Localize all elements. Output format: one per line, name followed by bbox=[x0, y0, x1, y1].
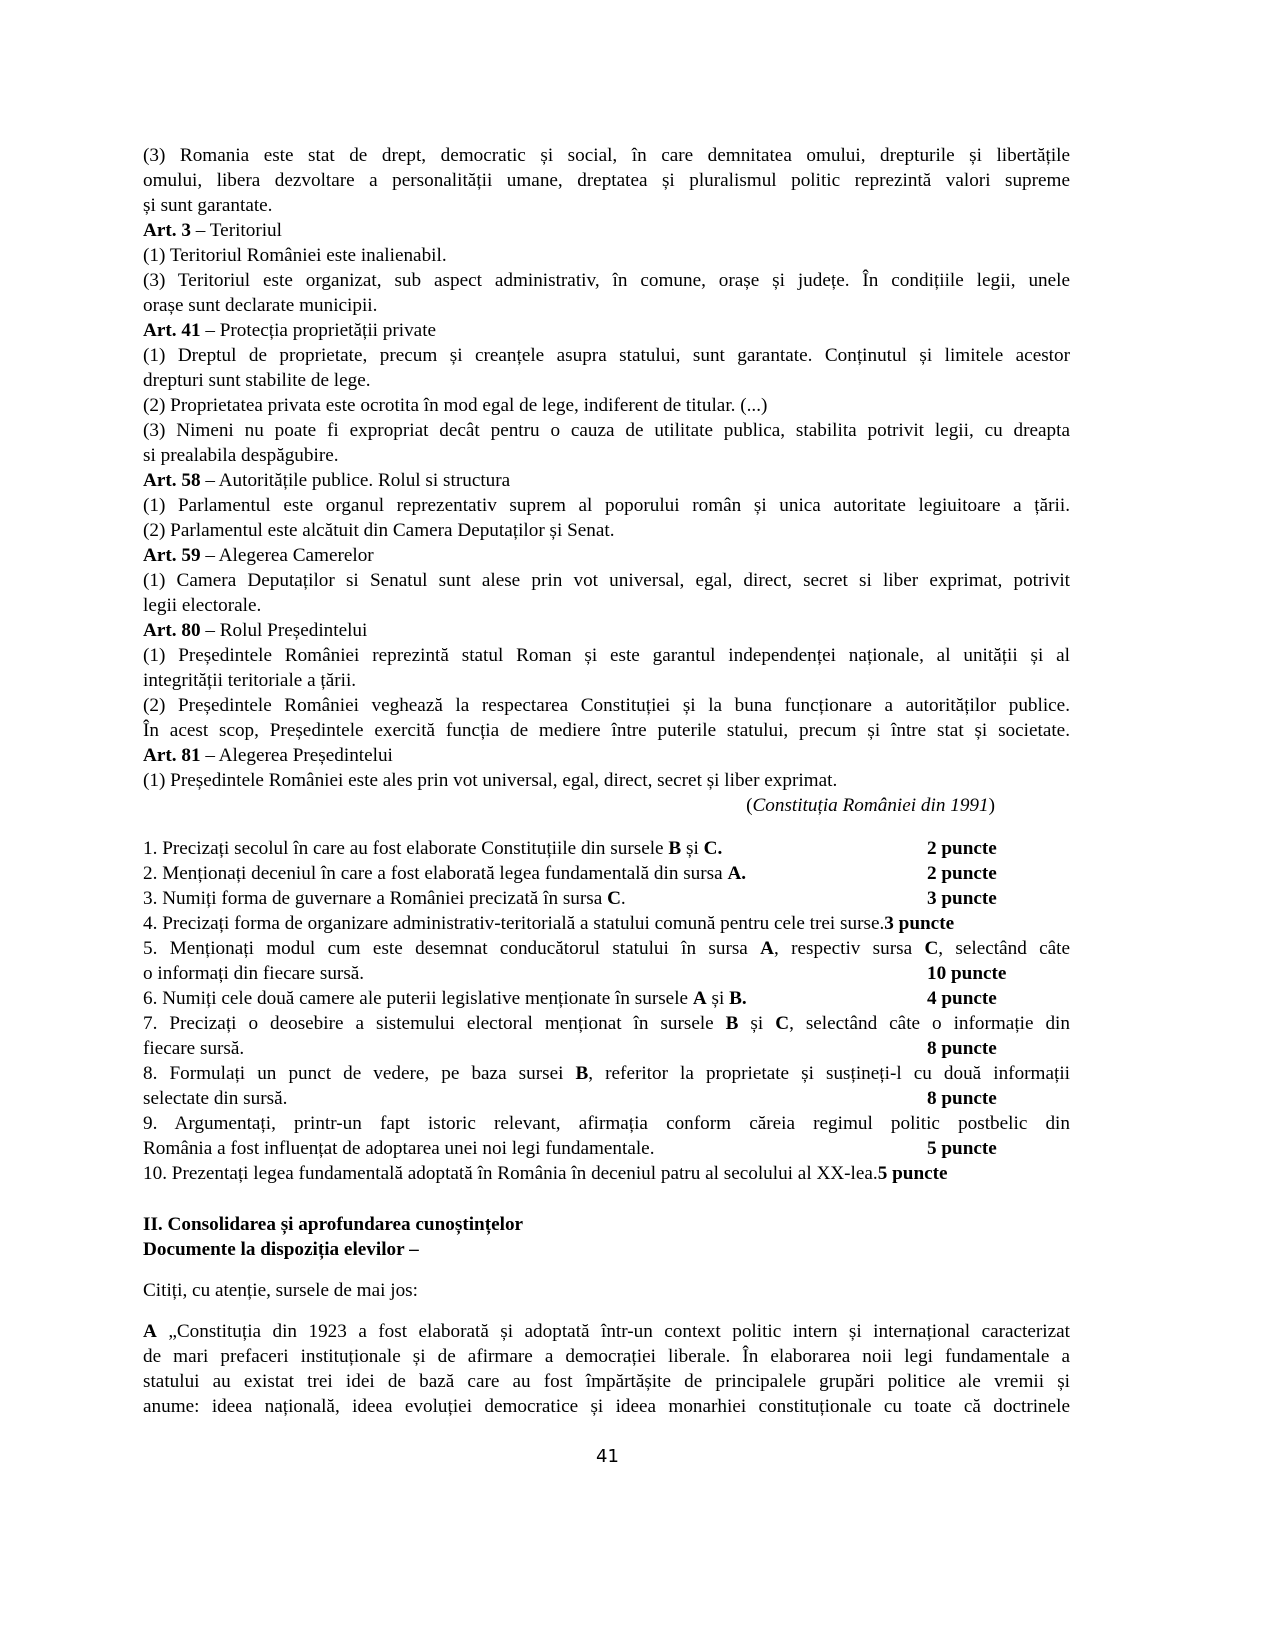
bold-text: B bbox=[575, 1063, 589, 1084]
bold-text: Documente la dispoziția elevilor – bbox=[143, 1239, 419, 1260]
text-line bbox=[143, 518, 1070, 543]
text-line bbox=[143, 936, 1070, 961]
text-line bbox=[143, 911, 1070, 936]
text-segment: (1) Președintele României este ales prin vot universal, egal, direct, secret și liber exprimat. bbox=[143, 770, 838, 791]
text-segment: (3) Nimeni nu poate fi expropriat decât pentru o cauza de utilitate publica, stabilita potrivit legii, cu dreapta bbox=[143, 420, 1070, 441]
bold-text: A bbox=[692, 988, 707, 1009]
text-line bbox=[143, 618, 1070, 643]
text-line bbox=[143, 143, 1070, 168]
text-segment: , respectiv sursa bbox=[774, 938, 925, 959]
bold-text: II. Consolidarea și aprofundarea cunoștințelor bbox=[143, 1214, 524, 1235]
text-segment: omului, libera dezvoltare a personalității umane, dreptatea și pluralismul politic reprezintă valori supreme bbox=[143, 170, 1070, 191]
bold-text: B bbox=[668, 838, 682, 859]
text-segment: 7. Precizați o deosebire a sistemului electoral menționat în sursele bbox=[143, 1013, 726, 1034]
bold-text: Art. 59 bbox=[143, 545, 201, 566]
text-line bbox=[143, 693, 1070, 718]
points-label: 2 puncte bbox=[927, 838, 997, 859]
page-number: 41 bbox=[596, 1446, 619, 1467]
text-segment: (1) Camera Deputaților si Senatul sunt alese prin vot universal, egal, direct, secret si liber exprimat, potrivit bbox=[143, 570, 1070, 591]
text-line bbox=[143, 343, 1070, 368]
text-segment: legii electorale. bbox=[143, 595, 262, 616]
text-line bbox=[143, 1136, 1070, 1161]
points-label: 3 puncte bbox=[927, 888, 997, 909]
bold-text: Art. 41 bbox=[143, 320, 201, 341]
bold-text: C bbox=[775, 1013, 790, 1034]
text-line bbox=[143, 1111, 1070, 1136]
text-segment: – Protecția proprietății private bbox=[200, 320, 437, 341]
text-segment: 10. Prezentați legea fundamentală adoptată în România în deceniul patru al secolului al XX-lea. bbox=[143, 1163, 878, 1184]
points-label: 10 puncte bbox=[927, 963, 1007, 984]
text-segment: statului au existat trei idei de bază care au fost împărtășite de principalele grupări politice ale vremii și bbox=[143, 1371, 1070, 1392]
text-segment: – Alegerea Președintelui bbox=[200, 745, 393, 766]
bold-text: 3 puncte bbox=[884, 913, 955, 934]
bold-text: C bbox=[924, 938, 939, 959]
text-line bbox=[143, 768, 1070, 793]
text-segment: România a fost influențat de adoptarea unei noi legi fundamentale. bbox=[143, 1138, 655, 1159]
text-line bbox=[143, 1061, 1070, 1086]
text-segment: 5. Menționați modul cum este desemnat conducătorul statului în sursa bbox=[143, 938, 761, 959]
text-segment: orașe sunt declarate municipii. bbox=[143, 295, 378, 316]
text-line bbox=[143, 718, 1070, 743]
text-segment: o informați din fiecare sursă. bbox=[143, 963, 365, 984]
text-segment: (1) Teritoriul României este inalienabil. bbox=[143, 245, 447, 266]
text-segment: 3. Numiți forma de guvernare a României precizată în sursa bbox=[143, 888, 608, 909]
text-segment: (2) Parlamentul este alcătuit din Camera Deputaților și Senat. bbox=[143, 520, 615, 541]
text-line bbox=[143, 861, 1070, 886]
text-line bbox=[143, 1036, 1070, 1061]
text-segment: 8. Formulați un punct de vedere, pe baza sursei bbox=[143, 1063, 576, 1084]
text-segment: (1) Președintele României reprezintă statul Roman și este garantul independenței naționale, al unității și al bbox=[143, 645, 1070, 666]
text-segment: Citiți, cu atenție, sursele de mai jos: bbox=[143, 1280, 418, 1301]
text-segment: fiecare sursă. bbox=[143, 1038, 245, 1059]
bold-text: Art. 80 bbox=[143, 620, 201, 641]
text-line bbox=[143, 493, 1070, 518]
italic-text: Constituția României din 1991 bbox=[752, 795, 989, 816]
bold-text: Art. 58 bbox=[143, 470, 201, 491]
text-segment: – Rolul Președintelui bbox=[200, 620, 368, 641]
text-line bbox=[143, 1319, 1070, 1344]
text-line bbox=[143, 836, 1070, 861]
text-line bbox=[143, 1394, 1070, 1419]
points-label: 5 puncte bbox=[927, 1138, 997, 1159]
text-segment: – Autoritățile publice. Rolul si structura bbox=[200, 470, 511, 491]
text-segment: În acest scop, Președintele exercită funcția de mediere între puterile statului, precum și între stat și societate. bbox=[143, 720, 1070, 741]
text-line bbox=[143, 1344, 1070, 1369]
text-line bbox=[143, 243, 1070, 268]
bold-text: Art. 3 bbox=[143, 220, 191, 241]
text-line bbox=[143, 886, 1070, 911]
bold-text: C. bbox=[703, 838, 723, 859]
text-line bbox=[143, 961, 1070, 986]
text-segment: 1. Precizați secolul în care au fost elaborate Constituțiile din sursele bbox=[143, 838, 669, 859]
points-label: 4 puncte bbox=[927, 988, 997, 1009]
text-line bbox=[143, 643, 1070, 668]
text-segment: – Teritoriul bbox=[190, 220, 282, 241]
text-line bbox=[143, 193, 1070, 218]
text-segment: 9. Argumentați, printr-un fapt istoric relevant, afirmația conform căreia regimul politic postbelic din bbox=[143, 1113, 1070, 1134]
text-line bbox=[143, 1086, 1070, 1111]
text-segment: de mari prefaceri instituționale și de afirmare a democrației liberale. În elaborarea noii legi fundamentale a bbox=[143, 1346, 1070, 1367]
text-segment: – Alegerea Camerelor bbox=[200, 545, 374, 566]
bold-text: A bbox=[143, 1321, 157, 1342]
text-segment: drepturi sunt stabilite de lege. bbox=[143, 370, 371, 391]
text-line bbox=[143, 668, 1070, 693]
text-segment: anume: ideea națională, ideea evoluției democratice și ideea monarhiei constituționale cu toate că doctrinele bbox=[143, 1396, 1070, 1417]
bold-text: A. bbox=[727, 863, 747, 884]
text-line bbox=[143, 393, 1070, 418]
text-segment: (2) Președintele României veghează la respectarea Constituției și la buna funcționare a autorităților publice. bbox=[143, 695, 1070, 716]
bold-text: B. bbox=[729, 988, 747, 1009]
text-segment: 4. Precizați forma de organizare administrativ-teritorială a statului comună pentru cele trei surse. bbox=[143, 913, 885, 934]
text-segment: selectate din sursă. bbox=[143, 1088, 288, 1109]
bold-text: B bbox=[725, 1013, 739, 1034]
text-segment: (3) Teritoriul este organizat, sub aspect administrativ, în comune, orașe și județe. În condițiile legii, unele bbox=[143, 270, 1070, 291]
text-segment: integrității teritoriale a țării. bbox=[143, 670, 357, 691]
text-segment: „Constituția din 1923 a fost elaborată și adoptată într-un context politic intern și internațional caracterizat bbox=[156, 1321, 1070, 1342]
text-line bbox=[143, 318, 1070, 343]
points-label: 8 puncte bbox=[927, 1038, 997, 1059]
text-line bbox=[143, 443, 1070, 468]
text-segment: și sunt garantate. bbox=[143, 195, 273, 216]
text-segment: și bbox=[738, 1013, 776, 1034]
text-segment: și bbox=[706, 988, 730, 1009]
text-segment: , selectând câte bbox=[938, 938, 1070, 959]
text-segment: , selectând câte o informație din bbox=[789, 1013, 1070, 1034]
text-line bbox=[143, 568, 1070, 593]
text-line bbox=[143, 543, 1070, 568]
points-label: 8 puncte bbox=[927, 1088, 997, 1109]
text-segment: (1) Parlamentul este organul reprezentativ suprem al poporului român și unica autoritate legiuitoare a țării. bbox=[143, 495, 1070, 516]
text-line bbox=[143, 418, 1070, 443]
text-line bbox=[143, 743, 1070, 768]
text-line bbox=[143, 1237, 1070, 1262]
text-segment: ( bbox=[746, 795, 753, 816]
text-line bbox=[143, 468, 1070, 493]
text-line bbox=[143, 1278, 1070, 1303]
text-line bbox=[143, 268, 1070, 293]
text-segment: (1) Dreptul de proprietate, precum și creanțele asupra statului, sunt garantate. Conținutul și limitele acestor bbox=[143, 345, 1070, 366]
text-segment: ) bbox=[988, 795, 995, 816]
text-line bbox=[143, 593, 1070, 618]
text-segment: . bbox=[620, 888, 626, 909]
text-line bbox=[143, 293, 1070, 318]
text-segment: , referitor la proprietate și susțineți-l cu două informații bbox=[588, 1063, 1070, 1084]
text-line bbox=[143, 168, 1070, 193]
text-segment: și bbox=[681, 838, 704, 859]
bold-text: Art. 81 bbox=[143, 745, 201, 766]
text-line bbox=[143, 1369, 1070, 1394]
text-line bbox=[143, 218, 1070, 243]
text-segment: (2) Proprietatea privata este ocrotita în mod egal de lege, indiferent de titular. (...) bbox=[143, 395, 768, 416]
text-segment: (3) Romania este stat de drept, democratic și social, în care demnitatea omului, drepturile și libertățile bbox=[143, 145, 1070, 166]
bold-text: 5 puncte bbox=[877, 1163, 948, 1184]
text-line bbox=[143, 793, 995, 818]
text-segment: si prealabila despăgubire. bbox=[143, 445, 339, 466]
bold-text: A bbox=[760, 938, 774, 959]
text-segment: 6. Numiți cele două camere ale puterii legislative menționate în sursele bbox=[143, 988, 693, 1009]
text-line bbox=[143, 986, 1070, 1011]
text-line bbox=[143, 368, 1070, 393]
bold-text: C bbox=[607, 888, 621, 909]
text-line bbox=[143, 1011, 1070, 1036]
text-segment: 2. Menționați deceniul în care a fost elaborată legea fundamentală din sursa bbox=[143, 863, 728, 884]
text-line bbox=[143, 1161, 1070, 1186]
text-line bbox=[143, 1212, 1070, 1237]
points-label: 2 puncte bbox=[927, 863, 997, 884]
